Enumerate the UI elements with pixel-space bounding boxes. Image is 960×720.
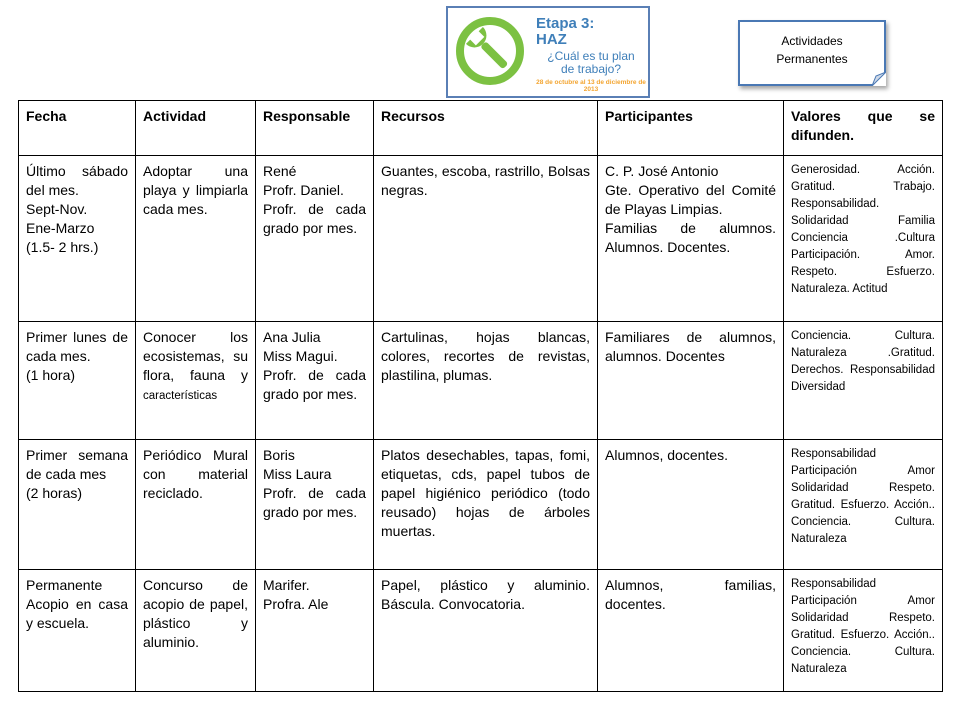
- cell-responsable: René Profr. Daniel. Profr. de cada grado por mes.: [256, 156, 374, 322]
- table-row: [19, 570, 943, 692]
- cell-fecha: Primer semana de cada mes (2 horas): [19, 440, 136, 570]
- table-row: [19, 322, 943, 440]
- header-fecha: Fecha: [19, 101, 136, 156]
- cell-responsable: Ana Julia Miss Magui. Profr. de cada grado por mes.: [256, 322, 374, 440]
- cell-recursos: Papel, plástico y aluminio. Báscula. Convocatoria.: [374, 570, 598, 692]
- header-valores: Valores que se difunden.: [784, 101, 943, 156]
- etapa-banner: [446, 6, 650, 98]
- cell-participantes: C. P. José Antonio Gte. Operativo del Comité de Playas Limpias. Familias de alumnos. Alumnos. Docentes.: [598, 156, 784, 322]
- cell-actividad: Conocer los ecosistemas, su flora, fauna y características: [136, 322, 256, 440]
- cell-valores: Responsabilidad Participación Amor Solidaridad Respeto. Gratitud. Esfuerzo. Acción.. Conciencia. Cultura. Naturaleza: [784, 570, 943, 692]
- cell-recursos: Guantes, escoba, rastrillo, Bolsas negras.: [374, 156, 598, 322]
- banner-title: Etapa 3: HAZ: [536, 15, 595, 48]
- note-line2: Permanentes: [776, 52, 848, 66]
- actividades-note: [738, 20, 886, 86]
- cell-responsable: Marifer. Profra. Ale: [256, 570, 374, 692]
- header-responsable: Responsable: [256, 101, 374, 156]
- cell-actividad: Periódico Mural con material reciclado.: [136, 440, 256, 570]
- cell-fecha: Permanente Acopio en casa y escuela.: [19, 570, 136, 692]
- page-fold-icon: [872, 72, 886, 86]
- header-participantes: Participantes: [598, 101, 784, 156]
- cell-actividad: Concurso de acopio de papel, plástico y aluminio.: [136, 570, 256, 692]
- cell-fecha: Primer lunes de cada mes. (1 hora): [19, 322, 136, 440]
- table-header-row: [19, 101, 943, 156]
- cell-valores: Responsabilidad Participación Amor Solidaridad Respeto. Gratitud. Esfuerzo. Acción.. Conciencia. Cultura. Naturaleza: [784, 440, 943, 570]
- activities-table: [18, 100, 943, 692]
- cell-participantes: Alumnos, docentes.: [598, 440, 784, 570]
- cell-valores: Generosidad. Acción. Gratitud. Trabajo. Responsabilidad. Solidaridad Familia Conciencia .Cultura Participación. Amor. Respeto. Esfuerzo. Naturaleza. Actitud: [784, 156, 943, 322]
- banner-date: 28 de octubre al 13 de diciembre de 2013: [536, 79, 646, 93]
- table-row: [19, 156, 943, 322]
- cell-recursos: Platos desechables, tapas, fomi, etiquetas, cds, papel tubos de papel higiénico periódico (todo reusado) hojas de árboles muertas.: [374, 440, 598, 570]
- cell-valores: Conciencia. Cultura. Naturaleza .Gratitud. Derechos. Responsabilidad Diversidad: [784, 322, 943, 440]
- cell-participantes: Familiares de alumnos, alumnos. Docentes: [598, 322, 784, 440]
- note-line1: Actividades: [781, 34, 843, 48]
- cell-recursos: Cartulinas, hojas blancas, colores, recortes de revistas, plastilina, plumas.: [374, 322, 598, 440]
- header-actividad: Actividad: [136, 101, 256, 156]
- cell-actividad: Adoptar una playa y limpiarla cada mes.: [136, 156, 256, 322]
- cell-responsable: Boris Miss Laura Profr. de cada grado por mes.: [256, 440, 374, 570]
- header-recursos: Recursos: [374, 101, 598, 156]
- cell-participantes: Alumnos, familias, docentes.: [598, 570, 784, 692]
- wrench-icon: [454, 15, 526, 87]
- table-row: [19, 440, 943, 570]
- banner-subtitle: ¿Cuál es tu plan de trabajo?: [547, 49, 635, 76]
- cell-fecha: Último sábado del mes. Sept-Nov. Ene-Marzo (1.5- 2 hrs.): [19, 156, 136, 322]
